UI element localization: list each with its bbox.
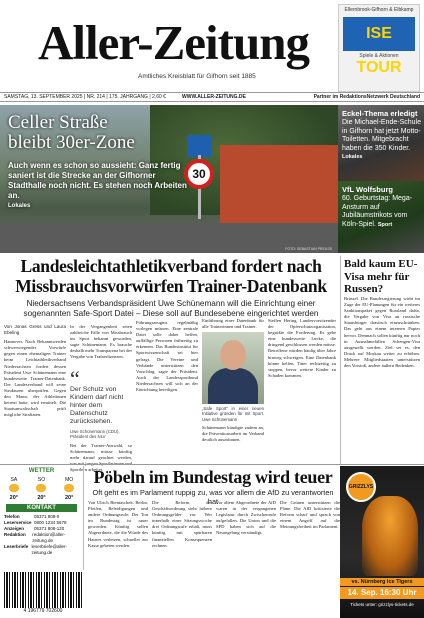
contact-value[interactable]: redaktion@aller-zeitung.de bbox=[32, 532, 66, 543]
newspaper-title[interactable]: Aller-Zeitung bbox=[38, 15, 309, 70]
contact-title: KONTAKT bbox=[6, 504, 77, 512]
teaser-kicker: Lokales bbox=[342, 154, 363, 160]
grizzlys-logo-icon: GRIZZLYS bbox=[346, 472, 376, 502]
teaser-body: Die Michael-Ende-Schule in Gifhorn hat jetzt Motto-Toiletten. Mitgebracht haben die 350 Kinder. bbox=[342, 119, 421, 152]
teaser-text bbox=[342, 195, 422, 229]
portrait-face bbox=[220, 340, 246, 370]
article-column-3 bbox=[136, 320, 198, 393]
hero-story[interactable] bbox=[0, 105, 338, 253]
weather-days bbox=[0, 477, 83, 501]
hockey-advertisement[interactable] bbox=[340, 466, 424, 618]
website-link[interactable]: WWW.ALLER-ZEITUNG.DE bbox=[182, 94, 246, 100]
weather-day bbox=[64, 477, 74, 501]
weather-title: WETTER bbox=[28, 468, 55, 474]
weather-day bbox=[9, 477, 19, 501]
partner-note: Partner im RedaktionsNetzwerk Deutschland bbox=[313, 94, 420, 100]
issue-info-bar bbox=[0, 92, 424, 102]
teaser-school[interactable] bbox=[338, 105, 424, 181]
hero-headline-line1: Celler Straße bbox=[8, 112, 108, 133]
weather-box bbox=[0, 466, 84, 570]
article-text: Steffen Hering, Landesvorsitzender der Opferschutzorganisation, begrüßte die Forderung. Es gebe eine bundesweite Lücke, die dringend geschlossen werden müsse. Betroffene würden häufig über Jahre hinweg schweigen. Eine Datenbank könne helfen, Täter rechtzeitig zu stoppen, bevor weitere Kinder zu Schaden kommen. bbox=[268, 318, 336, 378]
contact-row bbox=[0, 532, 83, 544]
quote-text: Der Schutz von Kindern darf nicht hinter dem Datenschutz zurückstehen. bbox=[70, 386, 124, 425]
weather-day-label: SO bbox=[37, 477, 46, 483]
hockey-player-image bbox=[362, 496, 418, 576]
article-text: In der Vergangenheit seien zahlreiche Fälle von Missbrauch im Sport bekannt geworden, sagte Schünemann. Es brauche deshalb mehr Transparenz bei der Vergabe von Trainerlizenzen. bbox=[70, 324, 132, 360]
portrait-body bbox=[208, 368, 258, 404]
teaser-text bbox=[342, 119, 422, 162]
contact-value[interactable]: leserbriefe@aller-zeitung.de bbox=[31, 544, 68, 555]
sidebar-headline[interactable]: Bald kaum EU-Visa mehr für Russen? bbox=[344, 258, 418, 295]
lower-headline[interactable]: Pöbeln im Bundestag wird teuer bbox=[93, 467, 333, 487]
main-headline-line2: Missbrauchsvorwürfen Trainer-Datenbank bbox=[15, 276, 327, 296]
main-headline-line1: Landesleichtathletikverband fordert nach bbox=[20, 256, 322, 276]
masthead bbox=[0, 0, 424, 92]
lower-column-3: Vor allem Abgeordnete der AfD waren in der vergangenen Legislatur durch Zwischenrufe aufgefallen. Die Union und die SPD haben sich auf die Neuregelung verständigt. bbox=[216, 500, 276, 536]
article-text: Einführung einer Datenbank für alle Trainerinnen und Trainer. bbox=[202, 318, 264, 330]
main-standfirst: Niedersachsens Verbandspräsident Uwe Schünemann will die Einrichtung einer sogenannten Safe-Sport Datei – Diese soll auf Bundesebene eingerichtet werden bbox=[23, 299, 319, 318]
lower-subheadline: Oft geht es im Parlament ruppig zu, was vor allem die AfD zu verantworten hat bbox=[92, 488, 334, 506]
article-text: Hannover. Nach Bekanntwerden schwerwiegender Vorwürfe gegen einen ehemaligen Trainer beim Leichtathletikverband Niedersachsen fordert dessen Präsident Uwe Schünemann eine bundesweite Trainer-Datenbank. Der Landesverband will seine Strukturen überprüfen. Gegen den Mann, der Athletinnen betreut hatte, wird ermittelt. Die Staatsanwaltschaft prüft mögliche Straftaten. bbox=[4, 339, 66, 418]
contact-label: Leserservice bbox=[4, 520, 32, 525]
pull-quote bbox=[70, 366, 132, 473]
teaser-kicker: Sport bbox=[377, 221, 393, 228]
article-author: Von Jonas Gress und Laura Ebeling bbox=[4, 324, 66, 336]
contact-label: Anzeigen bbox=[4, 526, 25, 531]
top-advertisement[interactable] bbox=[338, 4, 420, 92]
weather-day bbox=[36, 477, 46, 501]
section-divider bbox=[0, 464, 424, 465]
contact-value[interactable]: 05371 808-120 bbox=[34, 526, 65, 531]
photo-caption: „Safe Sport“ in einer neuen Initiative gründen für mit Sport. Uwe Schünemann bbox=[202, 406, 264, 422]
contact-row bbox=[0, 544, 83, 556]
newspaper-subtitle: Amtliches Kreisblatt für Gifhorn seit 1885 bbox=[138, 73, 256, 80]
cloud-sun-icon bbox=[64, 484, 74, 492]
article-column-1 bbox=[4, 324, 66, 418]
teaser-body: 60. Geburtstag: Mega-Ansturm auf Jubiläumstrikots vom Köln-Spiel. bbox=[342, 195, 413, 228]
weather-temp: 20° bbox=[37, 495, 46, 501]
speed-limit-value: 30 bbox=[184, 159, 214, 189]
article-text: Bei der Trainer-Auswahl, so Schünemann, müsse künftig mehr darauf geachtet werden, Sportlern arbeitet. bbox=[70, 443, 132, 473]
ad-subtext: Spiele & Aktionen bbox=[359, 53, 399, 59]
traffic-sign-blue-icon bbox=[187, 135, 211, 157]
contact-label: Redaktion bbox=[4, 532, 26, 537]
ad-brand-logo: ISE TOUR bbox=[343, 17, 415, 51]
lower-column-1: Von Ulrich Bieniaschek. Berlin. Pfeifen, Beleidigungen und andere Ordnungsrufe: Der Ton im Bundestag ist rauer geworden. Künftig sollen Abgeordnete, die die Würde des Hauses verletzen, schneller zur Kasse gebeten werden. bbox=[88, 500, 148, 548]
portrait-photo bbox=[202, 332, 264, 404]
ad-match: vs. Nürnberg Ice Tigers bbox=[340, 578, 424, 586]
ad-header: Ellernbrook-Gifhorn & Elbkamp bbox=[344, 7, 414, 13]
hero-kicker: Lokales bbox=[8, 203, 31, 209]
teaser-vfl[interactable] bbox=[338, 181, 424, 253]
quote-source: Uwe Schünemann (CDU), Präsident des NLV bbox=[70, 429, 120, 439]
issue-date: SAMSTAG, 13. SEPTEMBER 2025 | NR. 214 | 175. JAHRGANG | 2,60 € bbox=[4, 94, 166, 100]
article-column-2 bbox=[70, 324, 132, 361]
contact-label: Leserbriefe bbox=[4, 544, 29, 549]
photo-credit: FOTO: SEBASTIAN PREUSS bbox=[285, 247, 332, 251]
contact-value[interactable]: 05371 808-0 bbox=[34, 514, 60, 519]
contact-value[interactable]: 0800 1234 5678 bbox=[34, 520, 67, 525]
article-column-4 bbox=[202, 318, 264, 443]
hero-headline-line2: bleibt 30er-Zone bbox=[8, 132, 135, 153]
weather-temp: 20° bbox=[64, 495, 74, 501]
quote-mark-icon: “ bbox=[70, 366, 80, 391]
weather-day-label: MO bbox=[65, 477, 74, 483]
weather-day-label: SA bbox=[10, 477, 18, 483]
contact-label: Telefon bbox=[4, 514, 20, 519]
hero-headline[interactable] bbox=[8, 113, 135, 153]
article-text: Führungszeugnis regelmäßig vorlegen müssen. Eine zentrale Datei solle dabei helfen, auffällige Personen frühzeitig zu erkennen. Das Bundesinstitut für Sportwissenschaft sei hier gefragt. Die Vereine und Verbände unterstützen den Vorschlag, sagte der Präsident. Auch der Landessportbund Niedersachsen will sich an der Einrichtung beteiligen. bbox=[136, 320, 198, 393]
column-divider bbox=[340, 256, 341, 464]
lower-column-2: Die Reform der Geschäftsordnung sieht höhere Ordnungsgelder vor. Wer innerhalb einer Sitzungswoche drei Ordnungsrufe erhält, muss künftig mit spürbaren finanziellen Konsequenzen rechnen. bbox=[152, 500, 212, 548]
barcode-number: 4 196779 702600 bbox=[4, 608, 82, 616]
hero-teaser bbox=[8, 161, 196, 211]
article-column-5 bbox=[268, 318, 336, 379]
sidebar-text: Brüssel. Die Bundesregierung wirbt im Zuge der EU-Planungen für ein weiteres Sanktionspaket gegen Russland dafür, die Vergabe von Visa an russische Staatsbürger drastisch einzuschränken. Das geht aus einem internen Papier hervor. Demnach sollen künftig nur noch in Ausnahmefällen Schengen-Visa ausgestellt werden. Ziel sei es, den Druck auf Moskau weiter zu erhöhen. Mehrere Mitgliedstaaten unterstützen den Vorstoß, andere äußern Bedenken. bbox=[344, 296, 420, 369]
hero-photo-building bbox=[220, 145, 338, 235]
teaser-title: VfL Wolfsburg bbox=[342, 185, 393, 194]
hero-teaser-text: Auch wenn es schon so aussieht: Ganz fertig saniert ist die Strecke an der Gifhorner Stadthalle noch nicht. Es stehen noch Arbeiten an. bbox=[8, 161, 187, 200]
sun-icon bbox=[9, 484, 19, 492]
lower-column-4: Die Grünen unterstützen die Pläne. Die AfD kritisierte die Reform scharf und sprach von einem Angriff auf die Meinungsfreiheit im Parlament. bbox=[280, 500, 340, 530]
article-text: Schünemann kündigte zudem an, die Präventionsarbeit im Verband deutlich auszubauen. bbox=[202, 424, 264, 442]
ad-tickets-link[interactable]: Tickets unter: grizzlys-tickets.de bbox=[350, 602, 414, 607]
sun-icon bbox=[36, 484, 46, 492]
weather-temp: 20° bbox=[9, 495, 18, 501]
teaser-title: Eckel-Thema erledigt bbox=[342, 109, 418, 118]
ad-date: 14. Sep. 16:30 Uhr bbox=[340, 587, 424, 599]
main-headline[interactable] bbox=[4, 256, 338, 296]
